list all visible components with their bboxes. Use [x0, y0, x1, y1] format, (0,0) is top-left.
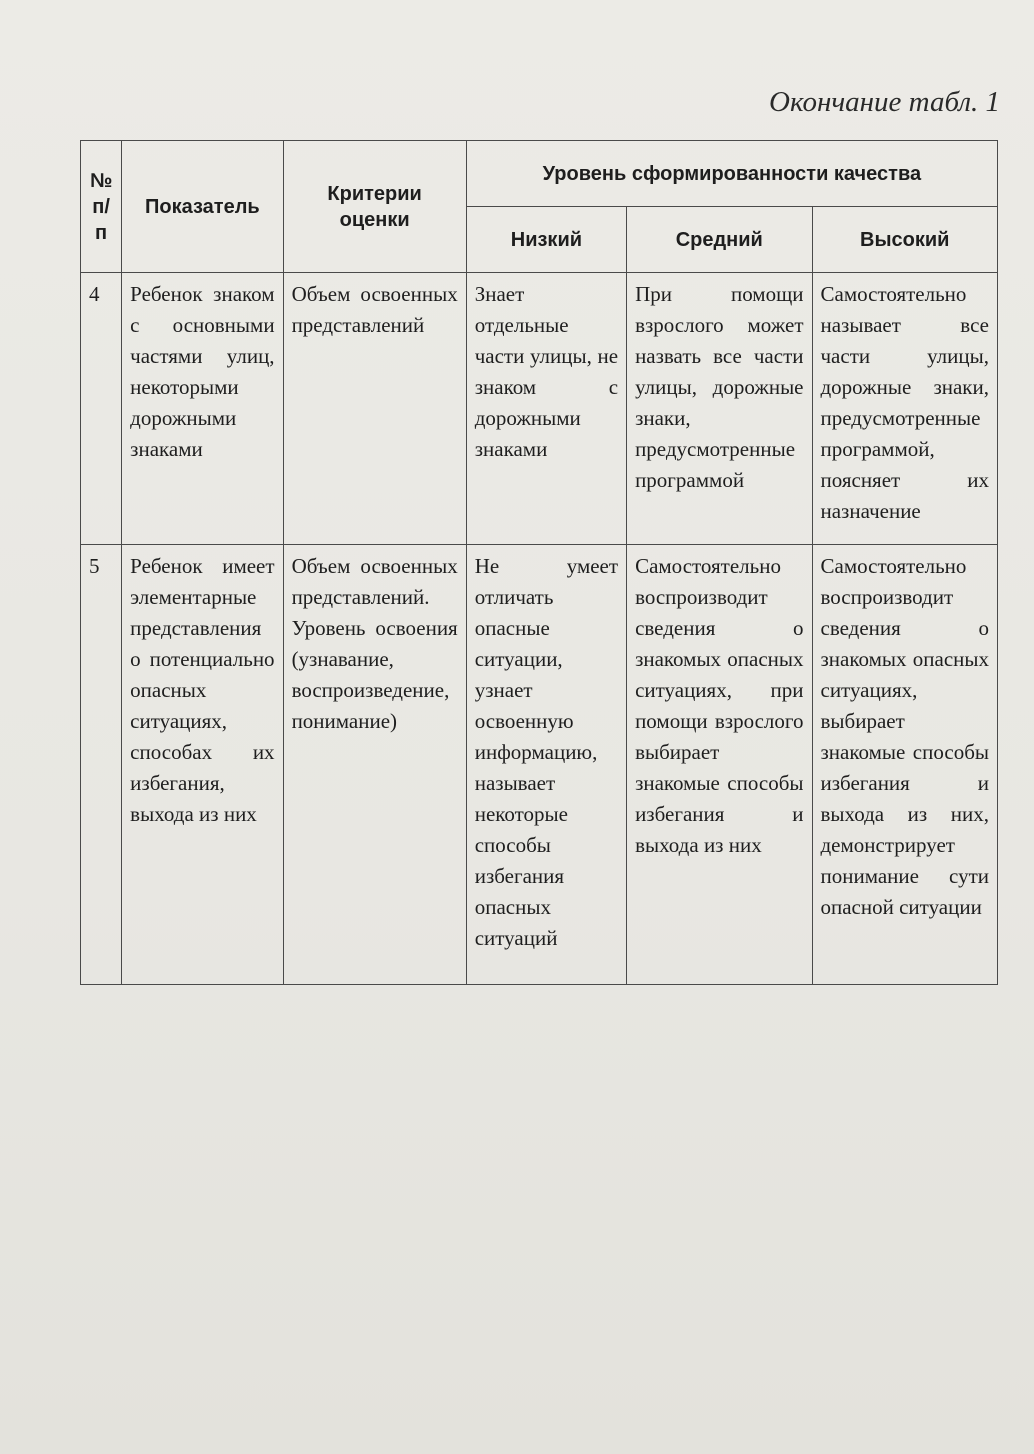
row-low: Знает отдельные части улицы, не знаком с дорожными знаками	[466, 273, 626, 545]
row-medium: При помощи взрослого может назвать все части улицы, дорожные знаки, предусмотренные программой	[627, 273, 812, 545]
row-indicator: Ребенок знаком с основными частями улиц, некоторыми дорожными знаками	[122, 273, 283, 545]
row-num: 5	[81, 545, 122, 985]
row-num: 4	[81, 273, 122, 545]
row-criteria: Объем освоенных представлений. Уровень освоения (узнавание, воспроизведение, понимание)	[283, 545, 466, 985]
criteria-table	[80, 140, 998, 985]
table-row	[81, 273, 998, 545]
row-criteria: Объем освоенных представлений	[283, 273, 466, 545]
header-high: Высокий	[812, 207, 998, 273]
row-medium: Самостоятельно воспроизводит сведения о знакомых опасных ситуациях, при помощи взрослого выбирает знакомые способы избегания и выхода из них	[627, 545, 812, 985]
row-high: Самостоятельно воспроизводит сведения о знакомых опасных ситуациях, выбирает знакомые способы избегания и выхода из них, демонстрирует понимание сути опасной ситуации	[812, 545, 998, 985]
header-criteria: Критерии оценки	[283, 141, 466, 273]
header-level-group: Уровень сформированности качества	[466, 141, 997, 207]
row-high: Самостоятельно называет все части улицы, дорожные знаки, предусмотренные программой, поясняет их назначение	[812, 273, 998, 545]
header-low: Низкий	[466, 207, 626, 273]
header-num: № п/п	[81, 141, 122, 273]
row-indicator: Ребенок имеет элементарные представления о потенциально опасных ситуациях, способах их избегания, выхода из них	[122, 545, 283, 985]
table-row	[81, 545, 998, 985]
table-caption: Окончание табл. 1	[769, 86, 1000, 118]
header-indicator: Показатель	[122, 141, 283, 273]
row-low: Не умеет отличать опасные ситуации, узнает освоенную информацию, называет некоторые способы избегания опасных ситуаций	[466, 545, 626, 985]
header-medium: Средний	[627, 207, 812, 273]
